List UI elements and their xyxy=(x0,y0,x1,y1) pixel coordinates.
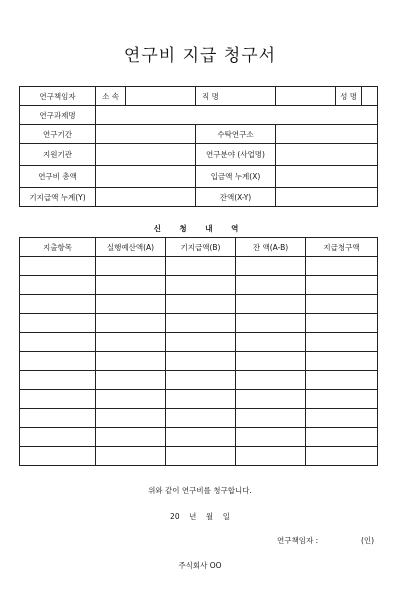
table-cell[interactable] xyxy=(96,333,166,352)
table-cell[interactable] xyxy=(236,352,306,371)
table-row xyxy=(20,295,378,314)
table-row xyxy=(20,390,378,409)
period-label: 연구기간 xyxy=(20,125,96,144)
paid-label: 기지급액 누계(Y) xyxy=(20,188,96,207)
column-header: 실행예산액(A) xyxy=(96,238,166,257)
table-cell[interactable] xyxy=(96,295,166,314)
table-cell[interactable] xyxy=(96,409,166,428)
table-cell[interactable] xyxy=(236,314,306,333)
table-cell[interactable] xyxy=(306,333,378,352)
balance-label: 잔액(X-Y) xyxy=(196,188,276,207)
table-cell[interactable] xyxy=(96,390,166,409)
table-cell[interactable] xyxy=(236,390,306,409)
name-field[interactable] xyxy=(362,87,378,106)
table-row xyxy=(20,409,378,428)
section-title: 신 청 내 역 xyxy=(153,224,247,233)
position-field[interactable] xyxy=(276,87,336,106)
table-row xyxy=(20,371,378,390)
support-label: 지원기관 xyxy=(20,144,96,166)
total-field[interactable] xyxy=(96,166,196,188)
table-row xyxy=(20,428,378,447)
table-cell[interactable] xyxy=(20,352,96,371)
table-cell[interactable] xyxy=(236,295,306,314)
researcher-info-table xyxy=(19,86,378,207)
institute-field[interactable] xyxy=(276,125,378,144)
table-row xyxy=(20,276,378,295)
table-cell[interactable] xyxy=(306,390,378,409)
table-row xyxy=(20,257,378,276)
date-line: 20 년 월 일 xyxy=(170,512,230,521)
received-field[interactable] xyxy=(276,166,378,188)
document-title: 연구비 지급 청구서 xyxy=(123,46,277,66)
field-label: 연구분야 (사업명) xyxy=(196,144,276,166)
column-header: 잔 액(A-B) xyxy=(236,238,306,257)
column-header: 지출항목 xyxy=(20,238,96,257)
table-cell[interactable] xyxy=(20,314,96,333)
project-label: 연구과제명 xyxy=(20,106,96,125)
table-cell[interactable] xyxy=(236,333,306,352)
table-cell[interactable] xyxy=(166,314,236,333)
table-cell[interactable] xyxy=(96,447,166,466)
table-cell[interactable] xyxy=(306,428,378,447)
company-name: 주식회사 OO xyxy=(178,561,222,570)
signer-label: 연구책임자 : xyxy=(277,536,319,545)
seal-mark: (인) xyxy=(361,536,375,545)
table-cell[interactable] xyxy=(166,428,236,447)
received-label: 입금액 누계(X) xyxy=(196,166,276,188)
position-label: 직 명 xyxy=(196,87,276,106)
field-field[interactable] xyxy=(276,144,378,166)
name-label: 성 명 xyxy=(336,87,362,106)
paid-field[interactable] xyxy=(96,188,196,207)
affiliation-label: 소 속 xyxy=(96,87,126,106)
table-cell[interactable] xyxy=(306,276,378,295)
table-cell[interactable] xyxy=(166,295,236,314)
column-header: 기지급액(B) xyxy=(166,238,236,257)
table-row xyxy=(20,352,378,371)
affiliation-field[interactable] xyxy=(126,87,196,106)
table-cell[interactable] xyxy=(236,428,306,447)
table-row xyxy=(20,333,378,352)
support-field[interactable] xyxy=(96,144,196,166)
table-cell[interactable] xyxy=(306,257,378,276)
table-cell[interactable] xyxy=(20,333,96,352)
table-cell[interactable] xyxy=(306,295,378,314)
table-cell[interactable] xyxy=(20,257,96,276)
table-cell[interactable] xyxy=(306,447,378,466)
institute-label: 수탁연구소 xyxy=(196,125,276,144)
table-cell[interactable] xyxy=(236,257,306,276)
table-cell[interactable] xyxy=(20,371,96,390)
balance-field[interactable] xyxy=(276,188,378,207)
table-cell[interactable] xyxy=(166,409,236,428)
column-header: 지급청구액 xyxy=(306,238,378,257)
table-cell[interactable] xyxy=(166,333,236,352)
researcher-label: 연구책임자 xyxy=(20,87,96,106)
table-cell[interactable] xyxy=(96,352,166,371)
table-cell[interactable] xyxy=(20,295,96,314)
table-cell[interactable] xyxy=(96,276,166,295)
project-field[interactable] xyxy=(96,106,378,125)
table-cell[interactable] xyxy=(20,390,96,409)
table-cell[interactable] xyxy=(236,276,306,295)
table-cell[interactable] xyxy=(96,257,166,276)
total-label: 연구비 총액 xyxy=(20,166,96,188)
table-cell[interactable] xyxy=(166,276,236,295)
table-cell[interactable] xyxy=(306,409,378,428)
table-row xyxy=(20,447,378,466)
table-cell[interactable] xyxy=(236,409,306,428)
statement: 위와 같이 연구비를 청구합니다. xyxy=(148,486,252,495)
table-cell[interactable] xyxy=(236,447,306,466)
period-field[interactable] xyxy=(96,125,196,144)
table-row xyxy=(20,314,378,333)
table-cell[interactable] xyxy=(20,276,96,295)
table-cell[interactable] xyxy=(166,352,236,371)
table-cell[interactable] xyxy=(306,352,378,371)
table-cell[interactable] xyxy=(166,371,236,390)
table-cell[interactable] xyxy=(166,447,236,466)
table-cell[interactable] xyxy=(166,390,236,409)
table-cell[interactable] xyxy=(96,428,166,447)
table-cell[interactable] xyxy=(166,257,236,276)
table-cell[interactable] xyxy=(20,409,96,428)
request-detail-table xyxy=(19,237,378,466)
table-cell[interactable] xyxy=(20,447,96,466)
table-cell[interactable] xyxy=(96,314,166,333)
table-cell[interactable] xyxy=(20,428,96,447)
table-cell[interactable] xyxy=(306,371,378,390)
table-cell[interactable] xyxy=(236,371,306,390)
table-cell[interactable] xyxy=(96,371,166,390)
table-cell[interactable] xyxy=(306,314,378,333)
